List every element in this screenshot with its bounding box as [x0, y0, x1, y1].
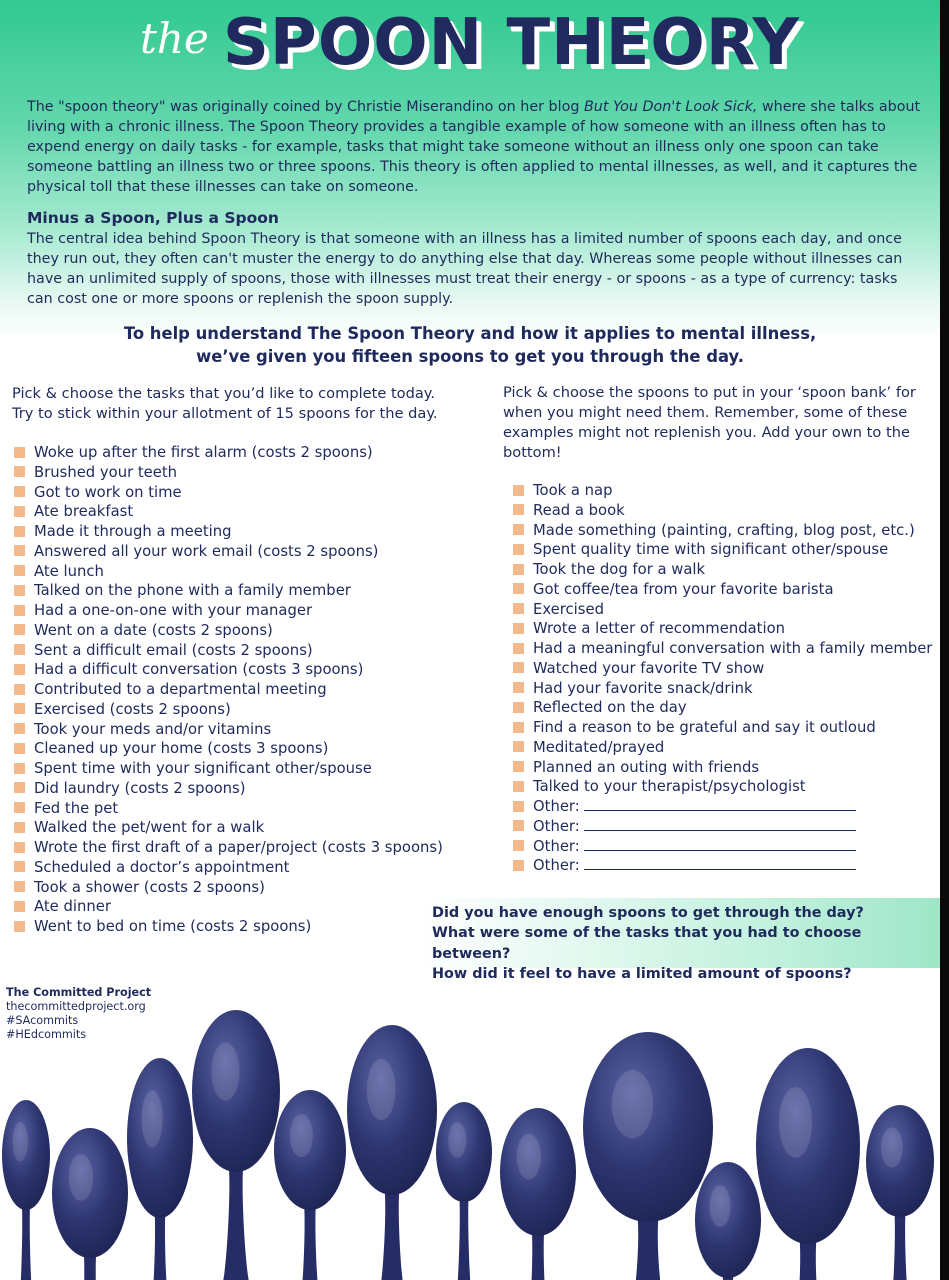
checklist-item[interactable]	[14, 562, 443, 582]
checklist-item[interactable]	[14, 660, 443, 680]
checkbox-icon[interactable]	[14, 802, 25, 813]
section-heading: Minus a Spoon, Plus a Spoon	[27, 209, 279, 227]
checklist-item[interactable]	[14, 641, 443, 661]
checklist-item[interactable]	[513, 659, 932, 679]
checklist-item-label: Other:	[533, 837, 580, 855]
checklist-item-label: Had a one-on-one with your manager	[34, 602, 313, 619]
checkbox-icon[interactable]	[14, 486, 25, 497]
write-in-blank[interactable]	[584, 838, 856, 851]
checkbox-icon[interactable]	[14, 743, 25, 754]
checklist-item-label: Ate breakfast	[34, 503, 134, 521]
spoon-bank-instructions-line-2: when you might need them. Remember, some of these	[503, 404, 908, 421]
checklist-item-label: Cleaned up your home (costs 3 spoons)	[34, 740, 329, 758]
checkbox-icon[interactable]	[513, 504, 524, 515]
checkbox-icon[interactable]	[513, 524, 524, 535]
checkbox-icon[interactable]	[14, 545, 25, 556]
checklist-item[interactable]	[14, 818, 443, 838]
checkbox-icon[interactable]	[513, 603, 524, 614]
checklist-item[interactable]	[513, 501, 932, 521]
checkbox-icon[interactable]	[513, 702, 524, 713]
checkbox-icon[interactable]	[14, 703, 25, 714]
checklist-item-label: Talked on the phone with a family member	[34, 582, 351, 600]
checkbox-icon[interactable]	[513, 741, 524, 752]
checklist-item-label: Scheduled a doctor’s appointment	[34, 858, 290, 876]
section-body: The central idea behind Spoon Theory is that someone with an illness has a limited number of spoons each day, and once they run out, they often can't muster the energy to do anything else that day. Whereas some people without illnesses can have an unlimited supply of spoons, those with illnesses must treat their energy - or spoons - as a type of currency: tasks can cost one or more spoons or replenish the spoon supply.	[27, 231, 903, 307]
callout-line-2: we’ve given you fifteen spoons to get you through the day.	[196, 347, 744, 366]
spoon-icon	[2, 1100, 50, 1280]
checkbox-icon[interactable]	[513, 801, 524, 812]
checklist-item-label: Read a book	[533, 501, 625, 519]
checklist-item[interactable]	[513, 797, 932, 817]
checklist-item[interactable]	[513, 600, 932, 620]
callout-text	[0, 322, 940, 368]
reflection-questions	[420, 898, 940, 982]
checklist-item[interactable]	[14, 897, 443, 917]
tasks-instructions-line-1: Pick & choose the tasks that you’d like to complete today.	[12, 385, 436, 402]
checklist-item-label: Brushed your teeth	[34, 463, 178, 481]
write-in-blank[interactable]	[584, 818, 856, 831]
checklist-item-label: Took your meds and/or vitamins	[34, 720, 272, 738]
spoon-icon	[436, 1102, 492, 1280]
checklist-item-label: Got coffee/tea from your favorite barista	[533, 580, 834, 598]
checklist-item[interactable]	[14, 799, 443, 819]
checklist-item[interactable]	[513, 639, 932, 659]
intro-paragraph	[27, 97, 922, 197]
checklist-item[interactable]	[14, 502, 443, 522]
spoon-icon	[52, 1128, 128, 1280]
checkbox-icon[interactable]	[513, 722, 524, 733]
checkbox-icon[interactable]	[14, 881, 25, 892]
checklist-item[interactable]	[513, 856, 932, 876]
checklist-item[interactable]	[513, 679, 932, 699]
checklist-item-label: Other:	[533, 857, 580, 875]
checklist-item-label: Sent a difficult email (costs 2 spoons)	[34, 641, 313, 659]
checklist-item[interactable]	[14, 463, 443, 483]
footer-credits	[6, 986, 151, 1042]
checklist-item[interactable]	[14, 700, 443, 720]
checklist-item[interactable]	[513, 521, 932, 541]
checklist-item-label: Went to bed on time (costs 2 spoons)	[34, 918, 312, 935]
checklist-item-label: Meditated/prayed	[533, 738, 665, 756]
checkbox-icon[interactable]	[14, 506, 25, 517]
tasks-instructions	[12, 384, 482, 424]
checklist-item[interactable]	[513, 560, 932, 580]
checkbox-icon[interactable]	[14, 822, 25, 833]
checkbox-icon[interactable]	[513, 564, 524, 575]
checklist-item-label: Other:	[533, 817, 580, 835]
checklist-item-label: Made something (painting, crafting, blog post, etc.)	[533, 521, 915, 539]
checklist-item-label: Had a meaningful conversation with a family member	[533, 640, 933, 657]
footer-url[interactable]: thecommittedproject.org	[6, 1000, 146, 1013]
checklist-item-label: Talked to your therapist/psychologist	[533, 778, 806, 796]
checklist-item-label: Got to work on time	[34, 483, 182, 501]
checkbox-icon[interactable]	[14, 585, 25, 596]
checklist-item[interactable]	[14, 858, 443, 878]
intro-text-start: The "spoon theory" was originally coined by Christie Miserandino on her blog	[27, 99, 584, 115]
spoon-icon	[500, 1108, 576, 1280]
callout-line-1: To help understand The Spoon Theory and how it applies to mental illness,	[123, 324, 817, 343]
task-list	[14, 443, 443, 937]
checklist-item-label: Spent quality time with significant other/spouse	[533, 541, 889, 559]
checkbox-icon[interactable]	[14, 624, 25, 635]
checklist-item-label: Answered all your work email (costs 2 spoons)	[34, 542, 379, 560]
write-in-blank[interactable]	[584, 857, 856, 870]
checklist-item-label: Had your favorite snack/drink	[533, 679, 753, 697]
checklist-item[interactable]	[513, 698, 932, 718]
checklist-item-label: Had a difficult conversation (costs 3 spoons)	[34, 661, 364, 679]
spoon-icon	[274, 1090, 346, 1280]
checklist-item-label: Woke up after the first alarm (costs 2 spoons)	[34, 444, 373, 461]
checklist-item-label: Wrote the first draft of a paper/project (costs 3 spoons)	[34, 839, 443, 856]
spoon-icon	[583, 1032, 713, 1280]
checklist-item-label: Made it through a meeting	[34, 523, 232, 540]
checklist-item[interactable]	[513, 758, 932, 778]
spoon-bank-instructions-line-1: Pick & choose the spoons to put in your ‘spoon bank’ for	[503, 384, 916, 401]
title-main: SPOON THEORY	[222, 6, 800, 80]
checkbox-icon[interactable]	[513, 820, 524, 831]
spoon-bank-instructions	[503, 383, 933, 463]
checkbox-icon[interactable]	[14, 901, 25, 912]
spoon-icon	[347, 1025, 437, 1280]
checklist-item[interactable]	[14, 542, 443, 562]
checklist-item[interactable]	[513, 777, 932, 797]
checklist-item[interactable]	[14, 779, 443, 799]
checkbox-icon[interactable]	[14, 565, 25, 576]
spoon-bank-instructions-line-4: bottom!	[503, 444, 562, 461]
checkbox-icon[interactable]	[14, 921, 25, 932]
checklist-item-label: Ate lunch	[34, 562, 104, 580]
question-2: What were some of the tasks that you had to choose between?	[432, 925, 862, 962]
write-in-blank[interactable]	[584, 798, 856, 811]
checklist-item[interactable]	[14, 878, 443, 898]
checkbox-icon[interactable]	[14, 526, 25, 537]
checklist-item[interactable]	[513, 738, 932, 758]
checklist-item[interactable]	[513, 837, 932, 857]
checklist-item-label: Exercised	[533, 600, 604, 618]
checklist-item-label: Ate dinner	[34, 898, 111, 916]
checkbox-icon[interactable]	[513, 485, 524, 496]
checklist-item-label: Went on a date (costs 2 spoons)	[34, 621, 273, 639]
title-prefix: the	[140, 14, 209, 63]
checkbox-icon[interactable]	[14, 684, 25, 695]
checkbox-icon[interactable]	[14, 861, 25, 872]
checkbox-icon[interactable]	[14, 664, 25, 675]
checklist-item[interactable]	[513, 481, 932, 501]
checklist-item-label: Find a reason to be grateful and say it outloud	[533, 719, 876, 736]
checkbox-icon[interactable]	[14, 763, 25, 774]
checklist-item-label: Took the dog for a walk	[533, 561, 706, 578]
checklist-item[interactable]	[14, 720, 443, 740]
checkbox-icon[interactable]	[14, 644, 25, 655]
checklist-item-label: Took a nap	[533, 482, 613, 499]
checklist-item[interactable]	[14, 483, 443, 503]
checklist-item[interactable]	[513, 540, 932, 560]
footer-hashtag-1: #SAcommits	[6, 1014, 79, 1027]
checkbox-icon[interactable]	[513, 860, 524, 871]
checklist-item[interactable]	[14, 739, 443, 759]
checkbox-icon[interactable]	[14, 782, 25, 793]
checklist-item-label: Contributed to a departmental meeting	[34, 681, 327, 698]
checkbox-icon[interactable]	[14, 466, 25, 477]
checklist-item[interactable]	[14, 917, 443, 937]
checklist-item[interactable]	[14, 443, 443, 463]
checkbox-icon[interactable]	[513, 682, 524, 693]
intro-text-end: where she talks about living with a chronic illness. The Spoon Theory provides a tangible example of how someone with an illness often has to expend energy on daily tasks - for example, tasks that might take someone without an illness only one spoon can take someone battling an illness two or three spoons. This theory is often applied to mental illnesses, as well, and it captures the physical toll that these illnesses can take on someone.	[27, 99, 921, 195]
checklist-item[interactable]	[14, 601, 443, 621]
checklist-item-label: Took a shower (costs 2 spoons)	[34, 878, 265, 896]
checkbox-icon[interactable]	[14, 842, 25, 853]
tasks-instructions-line-2: Try to stick within your allotment of 15 spoons for the day.	[12, 405, 438, 422]
spoon-bank-instructions-line-3: examples might not replenish you. Add your own to the	[503, 424, 910, 441]
footer-hashtag-2: #HEdcommits	[6, 1028, 87, 1041]
spoon-bank-list	[513, 481, 932, 876]
blog-title: But You Don't Look Sick,	[583, 99, 758, 115]
checkbox-icon[interactable]	[14, 605, 25, 616]
checkbox-icon[interactable]	[513, 544, 524, 555]
checklist-item-label: Watched your favorite TV show	[533, 659, 765, 677]
checklist-item[interactable]	[14, 759, 443, 779]
spoon-icon	[695, 1162, 761, 1280]
spoon-icon	[127, 1058, 193, 1280]
checkbox-icon[interactable]	[513, 761, 524, 772]
checklist-item-label: Other:	[533, 798, 580, 815]
question-1: Did you have enough spoons to get through the day?	[432, 905, 864, 921]
checkbox-icon[interactable]	[513, 840, 524, 851]
checklist-item[interactable]	[513, 817, 932, 837]
footer-org: The Committed Project	[6, 986, 152, 999]
checklist-item[interactable]	[14, 581, 443, 601]
checklist-item-label: Walked the pet/went for a walk	[34, 819, 265, 837]
checklist-item[interactable]	[513, 619, 932, 639]
checkbox-icon[interactable]	[513, 781, 524, 792]
checklist-item[interactable]	[14, 621, 443, 641]
checklist-item[interactable]	[14, 522, 443, 542]
checkbox-icon[interactable]	[513, 583, 524, 594]
checkbox-icon[interactable]	[513, 623, 524, 634]
checklist-item-label: Planned an outing with friends	[533, 758, 760, 776]
checklist-item-label: Did laundry (costs 2 spoons)	[34, 779, 246, 797]
checklist-item[interactable]	[513, 580, 932, 600]
spoon-icon	[192, 1010, 280, 1280]
checklist-item-label: Wrote a letter of recommendation	[533, 620, 785, 638]
question-3: How did it feel to have a limited amount of spoons?	[432, 965, 852, 982]
checklist-item-label: Exercised (costs 2 spoons)	[34, 700, 231, 718]
spoon-icon	[756, 1048, 860, 1280]
checklist-item-label: Spent time with your significant other/spouse	[34, 760, 372, 777]
checklist-item[interactable]	[513, 718, 932, 738]
checkbox-icon[interactable]	[14, 447, 25, 458]
spoon-icon	[866, 1105, 934, 1280]
checklist-item[interactable]	[14, 838, 443, 858]
checklist-item-label: Reflected on the day	[533, 699, 687, 717]
page-title	[0, 6, 940, 86]
checkbox-icon[interactable]	[513, 662, 524, 673]
checkbox-icon[interactable]	[14, 723, 25, 734]
checkbox-icon[interactable]	[513, 643, 524, 654]
checklist-item-label: Fed the pet	[34, 799, 119, 817]
checklist-item[interactable]	[14, 680, 443, 700]
